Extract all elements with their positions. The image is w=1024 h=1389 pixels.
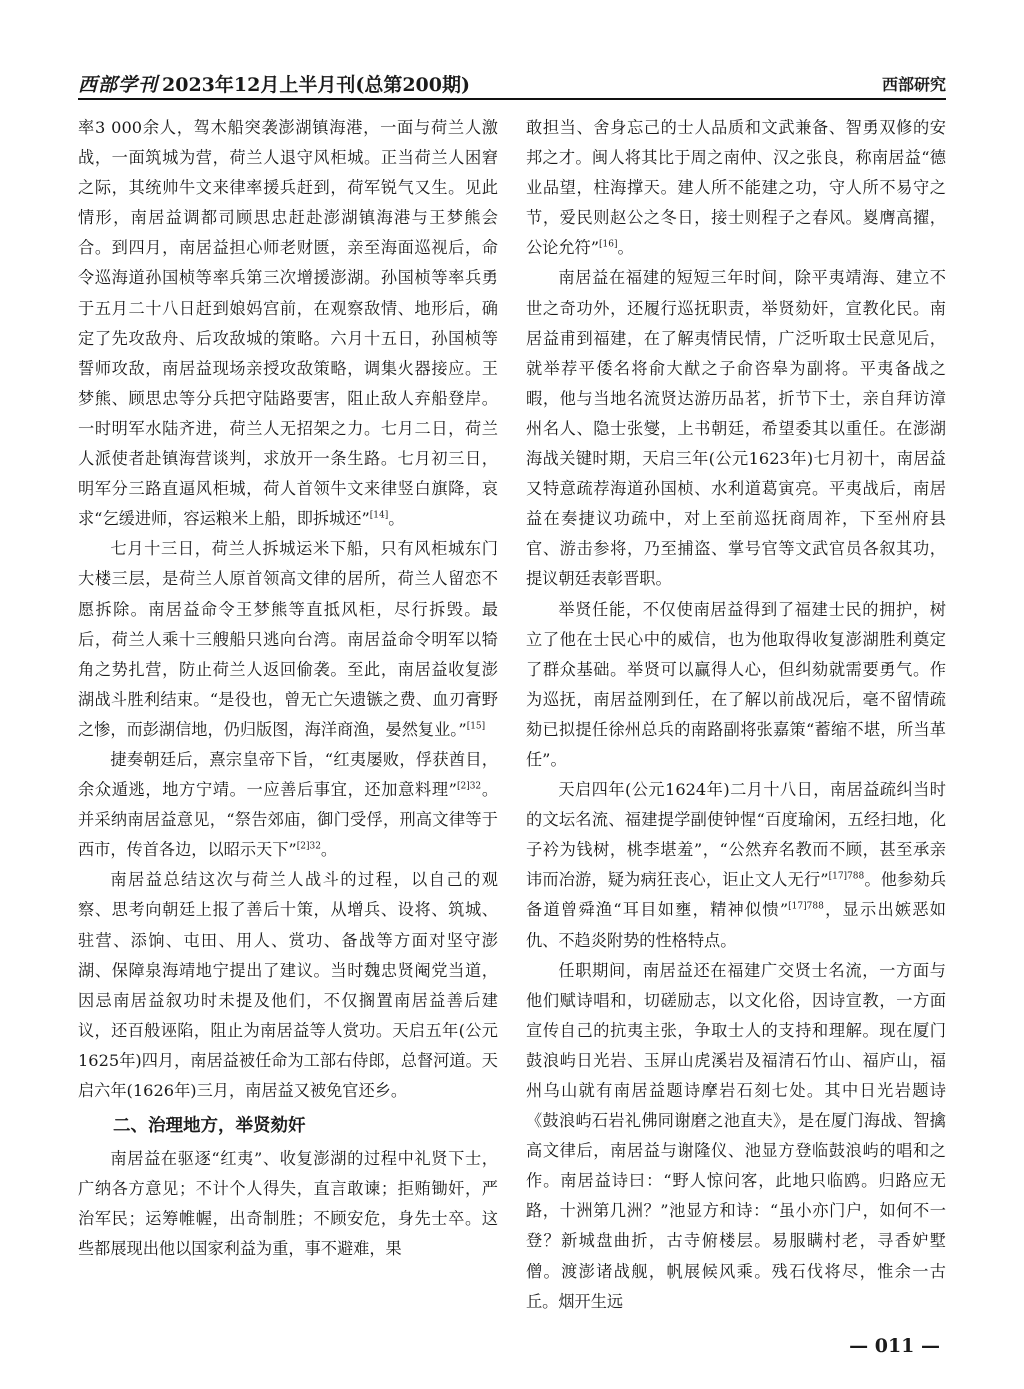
page-number: — 011 —: [849, 1335, 940, 1357]
running-header: [78, 66, 946, 100]
citation-ref: [2]32: [456, 781, 482, 792]
journal-logo: 西部学刊: [78, 74, 159, 96]
paragraph: [78, 113, 498, 534]
paragraph: [526, 775, 946, 956]
paragraph: [78, 1144, 498, 1264]
paragraph: [526, 263, 946, 594]
citation-ref: [15]: [466, 721, 486, 732]
paragraph-text: 。并采纳南居益意见，“祭告郊庙，御门受俘，刑高文律等于西市，传首各边，以昭示天下”: [78, 780, 499, 860]
paragraph-text: 敢担当、舍身忘己的士人品质和文武兼备、智勇双修的安邦之才。闽人将其比于周之南仲、汉之张良，称南居益“德业品望，柱海撑天。建人所不能建之功，守人所不易守之节，爱民则赵公之冬日，接士则程子之春风。嵏膺高擢，公论允符”: [526, 118, 946, 258]
section-heading: 二、治理地方，举贤劾奸: [113, 1116, 306, 1137]
paragraph-text: 率3 000余人，驾木船突袭澎湖镇海港，一面与荷兰人激战，一面筑城为营，荷兰人退守风柜城。正当荷兰人困窘之际，其统帅牛文来律率援兵赶到，荷军锐气又生。见此情形，南居益调都司顾思忠赶赴澎湖镇海港与王梦熊会合。到四月，南居益担心师老财匮，亲至海面巡视后，命令巡海道孙国桢等率兵第三次增援澎湖。孙国桢等率兵勇于五月二十八日赶到娘妈宫前，在观察敌情、地形后，确定了先攻敌舟、后攻敌城的策略。六月十五日，孙国桢等誓师攻敌，南居益现场亲授攻敌策略，调集火器接应。王梦熊、顾思忠等分兵把守陆路要害，阻止敌人弃船登岸。一时明军水陆齐进，荷兰人无招架之力。七月二日，荷兰人派使者赴镇海营谈判，求放开一条生路。七月初三日，明军分三路直逼风柜城，荷人首领牛文来律竖白旗降，哀求“乞缓进师，容运粮米上船，即拆城还”: [78, 118, 498, 529]
issue-info: 2023年12月上半月刊(总第200期): [162, 74, 470, 96]
paragraph-text: 。他参劾兵备道曾舜渔“耳目如壅，精神似愦”: [526, 870, 947, 920]
paragraph-text: 南居益在驱逐“红夷”、收复澎湖的过程中礼贤下士，广纳各方意见；不计个人得失，直言敢谏；拒贿锄奸，严治军民；运筹帷幄，出奇制胜；不顾安危，身先士卒。这些都展现出他以国家利益为重，事不避难，果: [78, 1149, 498, 1259]
paragraph-text: 。: [388, 509, 405, 529]
paragraph-text: 。: [320, 840, 338, 860]
paragraph: [78, 745, 498, 865]
paragraph: [78, 534, 498, 745]
paragraph-text: 。: [617, 238, 634, 258]
paragraph-text: 七月十三日，荷兰人拆城运米下船，只有风柜城东门大楼三层，是荷兰人原首领高文律的居所，荷兰人留恋不愿拆除。南居益命令王梦熊等直抵风柜，尽行拆毁。最后，荷兰人乘十三艘船只逃向台湾。南居益命令明军以犄角之势扎营，防止荷兰人返回偷袭。至此，南居益收复澎湖战斗胜利结束。“是役也，曾无亡矢遗镞之费、血刃膏野之惨，而彭湖信地，仍归版图，海洋商渔，晏然复业。”: [78, 539, 498, 739]
left-column: [78, 113, 498, 1264]
paragraph-text: ，显示出嫉恶如仇、不趋炎附势的性格特点。: [526, 900, 946, 950]
paragraph-text: 捷奏朝廷后，熹宗皇帝下旨，“红夷屡败，俘获酋目，余众遁逃，地方宁靖。一应善后事宜，还加意料理”: [78, 749, 498, 800]
citation-ref: [16]: [599, 239, 618, 250]
citation-ref: [2]32: [296, 841, 321, 852]
paragraph: [526, 956, 946, 1317]
citation-ref: [17]788: [828, 871, 865, 882]
paragraph: [526, 595, 946, 776]
citation-ref: [17]788: [788, 902, 824, 913]
right-column: [526, 113, 946, 1317]
paragraph-text: 任职期间，南居益还在福建广交贤士名流，一方面与他们赋诗唱和，切磋励志，以文化俗，因诗宣教，一方面宣传自己的抗夷主张，争取士人的支持和理解。现在厦门鼓浪屿日光岩、玉屏山虎溪岩及福清石竹山、福庐山，福州乌山就有南居益题诗摩岩石刻七处。其中日光岩题诗《鼓浪屿石岩礼佛同谢磨之池直夫》，是在厦门海战、智擒高文律后，南居益与谢隆仪、池显方登临鼓浪屿的唱和之作。南居益诗曰：“野人惊问客，此地只临鸥。归路应无路，十洲第几洲？”池显方和诗：“虽小亦门户，如何不一登？新城盘曲折，古寺俯楼层。易服瞒村老，寻香妒墅僧。渡澎诸战舰，帆展候风乘。残石伐将尽，惟余一古丘。烟开生远: [526, 960, 946, 1311]
journal-title: [78, 70, 470, 97]
section-name: 西部研究: [881, 75, 946, 94]
paragraph-text: 天启四年(公元1624年)二月十八日，南居益疏纠当时的文坛名流、福建提学副使钟惺“百度瑜闲，五经扫地，化子衿为钱树，桃李堪羞”，“公然弃名教而不顾，甚至承亲讳而冶游，疑为病狂丧心，讵止文人无行”: [526, 780, 946, 890]
paragraph-text: 南居益总结这次与荷兰人战斗的过程，以自己的观察、思考向朝廷上报了善后十策，从增兵、设将、筑城、驻营、添饷、屯田、用人、赏功、备战等方面对坚守澎湖、保障泉海靖地宁提出了建议。当时魏忠贤阉党当道，因忌南居益叙功时未提及他们，不仅搁置南居益善后建议，还百般诬陷，阻止为南居益等人赏功。天启五年(公元1625年)四月，南居益被任命为工部右侍郎，总督河道。天启六年(1626年)三月，南居益又被免官还乡。: [78, 870, 498, 1100]
paragraph-text: 举贤任能，不仅使南居益得到了福建士民的拥护，树立了他在士民心中的威信，也为他取得收复澎湖胜利奠定了群众基础。举贤可以赢得人心，但纠劾就需要勇气。作为巡抚，南居益刚到任，在了解以前战况后，毫不留情疏劾已拟提任徐州总兵的南路副将张嘉策“蓄缩不堪，所当革任”。: [526, 599, 946, 769]
paragraph: [78, 865, 498, 1106]
paragraph-text: 南居益在福建的短短三年时间，除平夷靖海、建立不世之奇功外，还履行巡抚职责，举贤劾奸，宣教化民。南居益甫到福建，在了解夷情民情，广泛听取士民意见后，就举荐平倭名将俞大猷之子俞咨皋为副将。平夷备战之暇，他与当地名流贤达游历品茗，折节下士，亲自拜访漳州名人、隐士张燮，上书朝廷，希望委其以重任。在澎湖海战关键时期，天启三年(公元1623年)七月初十，南居益又特意疏荐海道孙国桢、水利道葛寅亮。平夷战后，南居益在奏捷议功疏中，对上至前巡抚商周祚，下至州府县官、游击参将，乃至捕盗、掌号官等文武官员各叙其功，提议朝廷表彰晋职。: [526, 268, 946, 589]
paragraph: [526, 113, 946, 263]
citation-ref: [14]: [369, 510, 389, 521]
